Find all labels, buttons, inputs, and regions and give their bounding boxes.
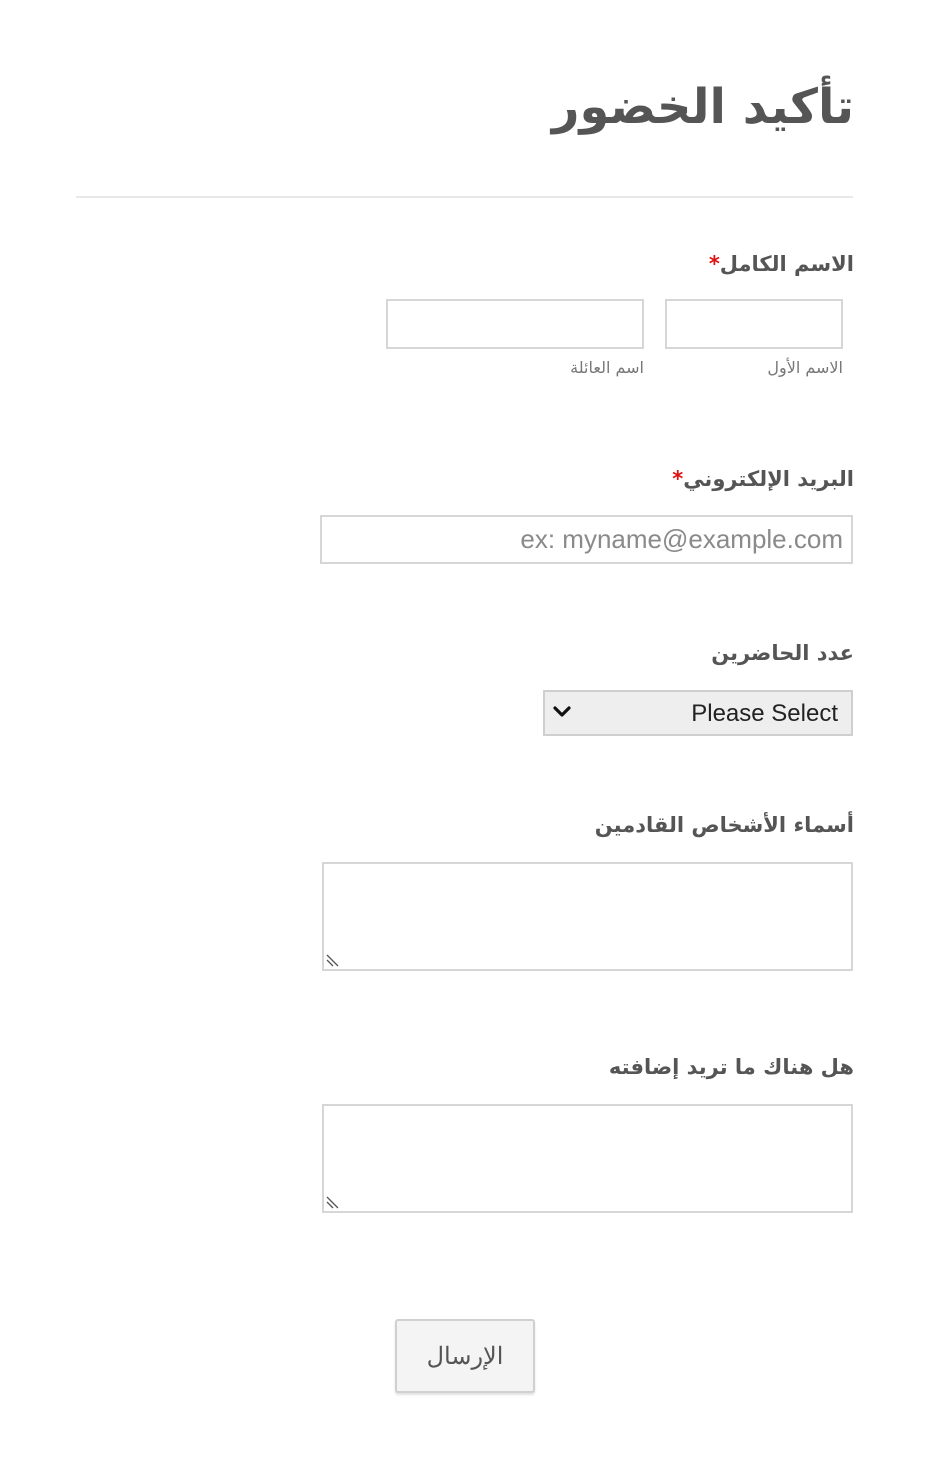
email-label — [672, 464, 854, 494]
attendee-names-label: أسماء الأشخاص القادمين — [594, 813, 854, 837]
resize-grip-icon[interactable] — [326, 951, 342, 967]
full-name-label-text: الاسم الكامل — [719, 252, 854, 276]
email-input[interactable] — [320, 515, 853, 564]
attendee-names-textarea[interactable] — [324, 864, 851, 969]
submit-button[interactable]: الإرسال — [395, 1319, 535, 1393]
additional-label: هل هناك ما تريد إضافته — [608, 1055, 854, 1079]
chevron-down-icon — [552, 702, 572, 722]
last-name-input[interactable] — [386, 299, 644, 349]
attendee-count-select[interactable] — [543, 690, 853, 736]
last-name-sublabel: اسم العائلة — [570, 358, 644, 377]
full-name-label — [709, 249, 854, 279]
attendee-count-label: عدد الحاضرين — [711, 641, 854, 665]
email-label-text: البريد الإلكتروني — [683, 467, 854, 491]
resize-grip-icon[interactable] — [326, 1193, 342, 1209]
first-name-input[interactable] — [665, 299, 843, 349]
attendee-count-selected: Please Select — [691, 700, 838, 727]
title-divider — [76, 196, 853, 198]
attendee-names-field[interactable] — [322, 862, 853, 971]
additional-field[interactable] — [322, 1104, 853, 1213]
required-marker: * — [672, 467, 684, 491]
additional-textarea[interactable] — [324, 1106, 851, 1211]
required-marker: * — [708, 252, 720, 276]
page-title: تأكيد الخضور — [551, 79, 854, 135]
first-name-sublabel: الاسم الأول — [767, 358, 843, 377]
